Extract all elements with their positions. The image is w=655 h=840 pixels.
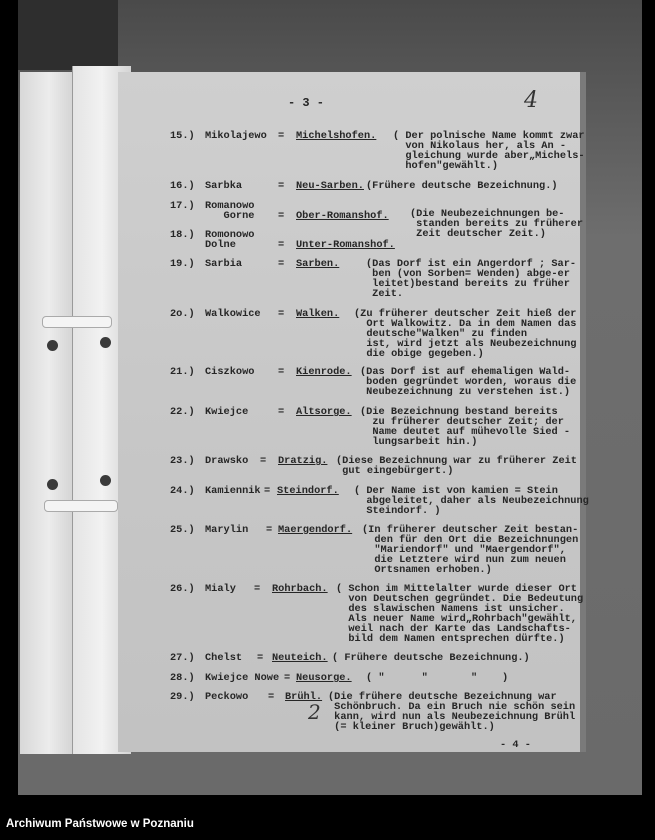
equals-sign: = [278, 366, 285, 378]
polish-name: Drawsko [205, 455, 249, 467]
polish-name: Peckowo [205, 691, 249, 703]
german-name: Sarben. [296, 258, 340, 270]
polish-name: Romonowo Dolne [205, 229, 255, 251]
german-name: Kienrode. [296, 366, 352, 378]
polish-name: Sarbka [205, 180, 243, 192]
german-name: Neuteich. [272, 652, 328, 664]
equals-sign: = [266, 524, 273, 536]
equals-sign: = [278, 180, 285, 192]
german-name: Unter-Romanshof. [296, 239, 395, 251]
polish-name: Kwiejce [205, 406, 249, 418]
entry-number: 21.) [170, 366, 195, 378]
list-item [0, 181, 655, 191]
polish-name: Romanowo Gorne [205, 200, 255, 222]
polish-name: Kamiennik [205, 485, 261, 497]
entry-number: 2o.) [170, 308, 195, 320]
german-name: Ober-Romanshof. [296, 210, 389, 222]
equals-sign: = [264, 485, 271, 497]
remark: ( Der Name ist von kamien = Stein abgeleitet, daher als Neubezeichnung Steindorf. ) [354, 485, 589, 517]
polish-name: Chelst [205, 652, 243, 664]
list-item [0, 673, 655, 683]
list-item [0, 524, 655, 576]
german-name: Neu-Sarben. [296, 180, 364, 192]
german-name: Altsorge. [296, 406, 352, 418]
german-name: Maergendorf. [278, 524, 353, 536]
remark: (Die Neubezeichnungen be- standen bereits zu früherer Zeit deutscher Zeit.) [410, 208, 584, 240]
list-item [0, 485, 655, 517]
entry-number: 19.) [170, 258, 195, 270]
list-item [0, 258, 655, 300]
list-item [0, 583, 655, 645]
remark: (Das Dorf ist auf ehemaligen Wald- boden gegründet worden, woraus die Neubezeichnung zu verstehen ist.) [360, 366, 577, 398]
equals-sign: = [268, 691, 275, 703]
entry-number: 17.) [170, 200, 195, 212]
polish-name: Ciszkowo [205, 366, 255, 378]
list-item [0, 229, 655, 251]
punch-hole [100, 337, 111, 348]
remark: ( Schon im Mittelalter wurde dieser Ort von Deutschen gegründet. Die Bedeutung des slawischen Namens ist unsicher. Als neuer Name wird„Rohrbach"gewählt, weil nach der Karte das Landschafts- bild dem Namen entsprechen dürfte.) [336, 583, 584, 645]
archive-credit: Archiwum Państwowe w Poznaniu [6, 818, 194, 830]
remark: ( " " " ) [366, 672, 509, 684]
remark: (Frühere deutsche Bezeichnung.) [366, 180, 558, 192]
punch-hole [47, 340, 58, 351]
punch-hole [100, 475, 111, 486]
handwritten-mark: 2 [308, 700, 321, 724]
entry-number: 15.) [170, 130, 195, 142]
list-item [0, 366, 655, 398]
polish-name: Kwiejce Nowe [205, 672, 280, 684]
remark: (Die Bezeichnung bestand bereits zu früherer deutscher Zeit; der Name deutet auf mühevolle Sied - lungsarbeit hin.) [360, 406, 571, 448]
list-item [0, 406, 655, 448]
entry-number: 28.) [170, 672, 195, 684]
equals-sign: = [278, 308, 285, 320]
remark: (Diese Bezeichnung war zu früherer Zeit gut eingebürgert.) [336, 455, 577, 477]
list-item [0, 455, 655, 477]
equals-sign: = [278, 130, 285, 142]
entry-number: 23.) [170, 455, 195, 467]
entry-number: 26.) [170, 583, 195, 595]
polish-name: Walkowice [205, 308, 261, 320]
remark: ( Frühere deutsche Bezeichnung.) [332, 652, 530, 664]
entry-number: 27.) [170, 652, 195, 664]
list-item [0, 130, 655, 172]
entry-number: 25.) [170, 524, 195, 536]
entry-number: 29.) [170, 691, 195, 703]
german-name: Walken. [296, 308, 340, 320]
german-name: Rohrbach. [272, 583, 328, 595]
binder-clip [44, 500, 118, 512]
german-name: Neusorge. [296, 672, 352, 684]
remark: (Das Dorf ist ein Angerdorf ; Sar- ben (von Sorben= Wenden) abge-er leitet)bestand bereits zu früher Zeit. [366, 258, 577, 300]
entry-number: 16.) [170, 180, 195, 192]
equals-sign: = [278, 258, 285, 270]
entry-number: 22.) [170, 406, 195, 418]
polish-name: Marylin [205, 524, 249, 536]
equals-sign: = [284, 672, 291, 684]
list-item [0, 653, 655, 663]
page-number-handwritten: 4 [524, 88, 538, 113]
polish-name: Mikolajewo [205, 130, 267, 142]
entry-number: 18.) [170, 229, 195, 241]
equals-sign: = [257, 652, 264, 664]
polish-name: Mialy [205, 583, 236, 595]
equals-sign: = [260, 455, 267, 467]
equals-sign: = [254, 583, 261, 595]
next-page-number: - 4 - [500, 739, 531, 751]
polish-name: Sarbia [205, 258, 243, 270]
equals-sign: = [278, 239, 285, 251]
page-number-typed: - 3 - [288, 96, 325, 110]
remark: (Die frühere deutsche Bezeichnung war Schönbruch. Da ein Bruch nie schön sein kann, wird nun als Neubezeichnung Brühl (= kleiner Bruch)gewählt.) [328, 691, 576, 733]
equals-sign: = [278, 210, 285, 222]
list-item [0, 308, 655, 360]
german-name: Dratzig. [278, 455, 328, 467]
scan-shadow [18, 0, 118, 70]
equals-sign: = [278, 406, 285, 418]
remark: (In früherer deutscher Zeit bestan- den für den Ort die Bezeichnungen "Mariendorf" und "Maergendorf", die Letztere wird nun zum neuen Ortsnamen erhoben.) [362, 524, 579, 576]
german-name: Brühl. [285, 691, 323, 703]
remark: ( Der polnische Name kommt zwar von Nikolaus her, als An - gleichung wurde aber„Michels- hofen"gewählt.) [393, 130, 585, 172]
german-name: Michelshofen. [296, 130, 377, 142]
list-item [0, 691, 655, 733]
remark: (Zu früherer deutscher Zeit hieß der Ort Walkowitz. Da in dem Namen das deutsche"Walken" zu finden ist, wird jetzt als Neubezeichnung die obige gegeben.) [354, 308, 577, 360]
german-name: Steindorf. [277, 485, 339, 497]
entry-number: 24.) [170, 485, 195, 497]
